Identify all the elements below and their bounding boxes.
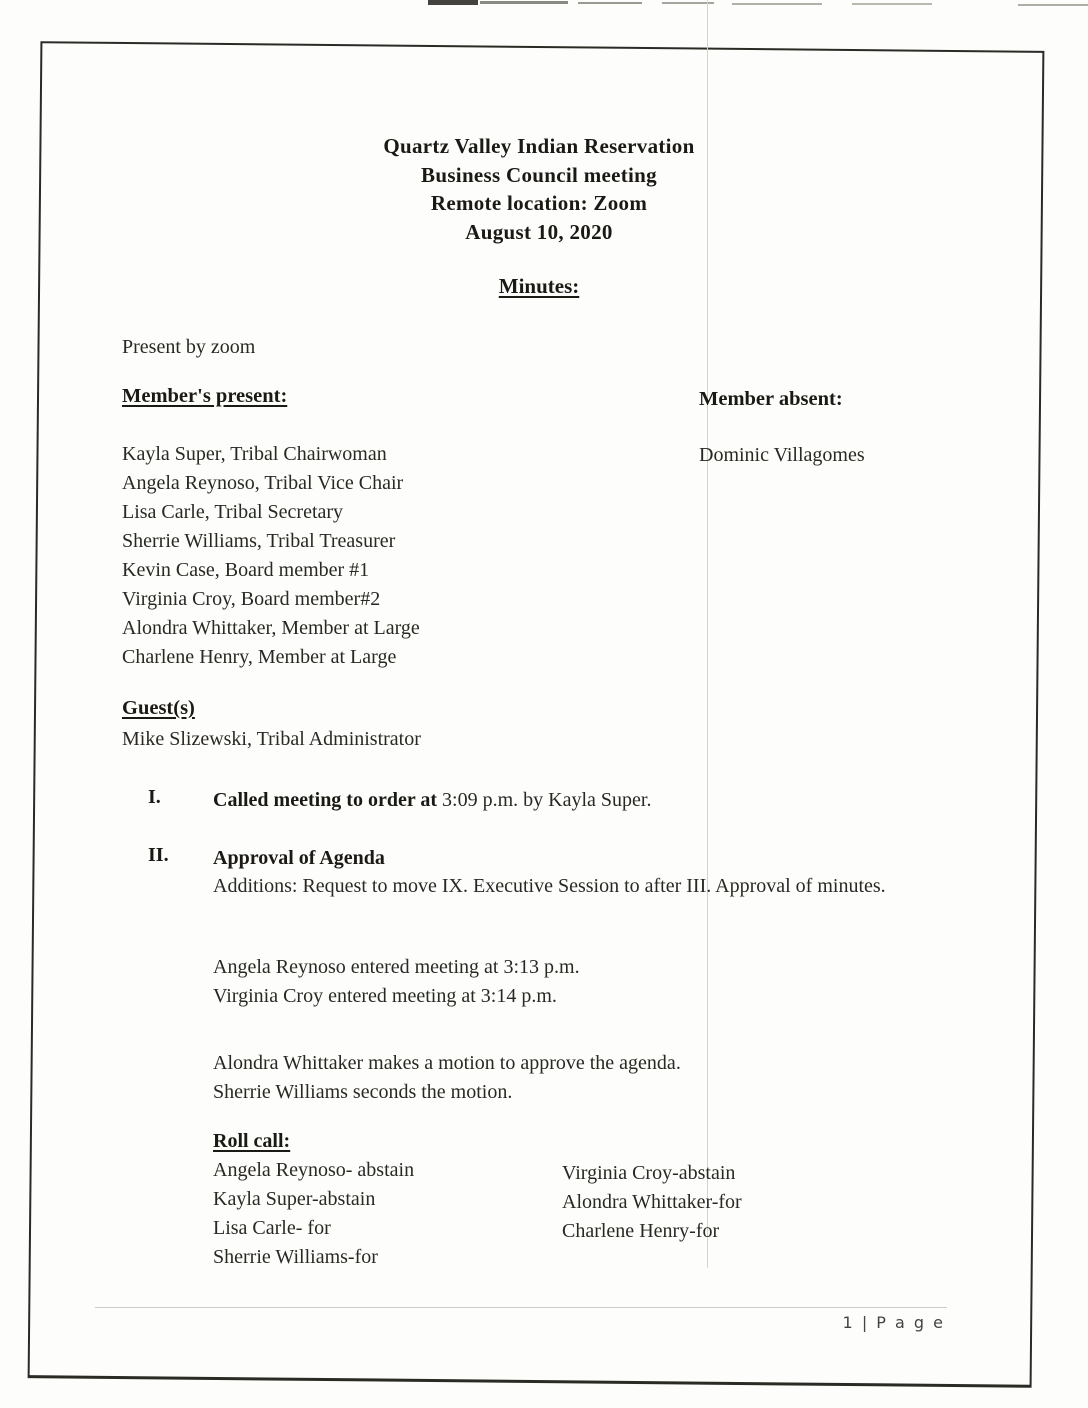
scan-edge-artifact	[852, 3, 932, 5]
member-present-row: Lisa Carle, Tribal Secretary	[122, 501, 344, 523]
title-line: Business Council meeting	[421, 162, 657, 187]
member-present-row: Angela Reynoso, Tribal Vice Chair	[122, 472, 404, 494]
member-present-row: Kevin Case, Board member #1	[122, 559, 370, 581]
agenda-item-1-numeral: I.	[148, 786, 161, 808]
scan-edge-artifact	[480, 1, 568, 4]
entry-line: Angela Reynoso entered meeting at 3:13 p.m.	[213, 956, 580, 978]
guest-row: Mike Slizewski, Tribal Administrator	[122, 728, 421, 750]
motion-line: Alondra Whittaker makes a motion to approve the agenda.	[213, 1052, 681, 1074]
roll-call-entry: Angela Reynoso- abstain	[213, 1159, 415, 1181]
members-present-heading: Member's present:	[122, 385, 288, 407]
agenda-item-1-bold-text: Called meeting to order at	[213, 789, 438, 811]
title-line: Quartz Valley Indian Reservation	[383, 134, 695, 158]
minutes-heading-text: Minutes:	[498, 274, 580, 298]
scan-edge-artifact	[578, 2, 642, 4]
roll-call-entry: Kayla Super-abstain	[213, 1188, 376, 1210]
member-absent-row: Dominic Villagomes	[699, 444, 865, 466]
roll-call-heading: Roll call:	[213, 1130, 291, 1152]
roll-call-entry: Charlene Henry-for	[562, 1220, 720, 1242]
title-line: August 10, 2020	[465, 219, 613, 244]
page-number: 1 | P a g e	[842, 1313, 945, 1332]
title-line: Remote location: Zoom	[430, 191, 648, 215]
scan-edge-artifact	[1018, 4, 1088, 6]
roll-call-entry: Sherrie Williams-for	[213, 1246, 378, 1268]
members-present-list	[122, 440, 420, 672]
roll-call-entry: Lisa Carle- for	[213, 1217, 331, 1239]
guests-heading: Guest(s)	[122, 697, 195, 719]
agenda-item-1-text	[213, 786, 651, 815]
member-present-row: Virginia Croy, Board member#2	[122, 588, 381, 610]
footer-rule	[95, 1307, 947, 1308]
roll-call-entry: Alondra Whittaker-for	[562, 1191, 742, 1213]
member-present-row: Kayla Super, Tribal Chairwoman	[122, 443, 387, 465]
agenda-item-2-numeral: II.	[148, 844, 169, 866]
present-by-note: Present by zoom	[122, 336, 256, 358]
roll-call-entry: Virginia Croy-abstain	[562, 1162, 736, 1184]
entry-line: Virginia Croy entered meeting at 3:14 p.m.	[213, 985, 557, 1007]
scan-edge-artifact	[428, 0, 478, 5]
document-title	[40, 132, 1038, 246]
scan-edge-artifact	[732, 3, 822, 5]
additions-paragraph: Additions: Request to move IX. Executive Session to after III. Approval of minutes.	[213, 875, 886, 897]
member-present-row: Sherrie Williams, Tribal Treasurer	[122, 530, 396, 552]
agenda-item-1-regular-text: 3:09 p.m. by Kayla Super.	[437, 789, 652, 811]
member-present-row: Charlene Henry, Member at Large	[122, 646, 397, 668]
minutes-heading	[40, 274, 1038, 299]
motion-line: Sherrie Williams seconds the motion.	[213, 1081, 513, 1103]
entry-lines	[213, 953, 580, 1011]
roll-call-left-column	[213, 1156, 414, 1272]
motion-lines	[213, 1049, 681, 1107]
member-present-row: Alondra Whittaker, Member at Large	[122, 617, 420, 639]
agenda-item-2-heading: Approval of Agenda	[213, 847, 385, 869]
roll-call-right-column	[562, 1159, 742, 1246]
member-absent-heading: Member absent:	[699, 388, 843, 410]
